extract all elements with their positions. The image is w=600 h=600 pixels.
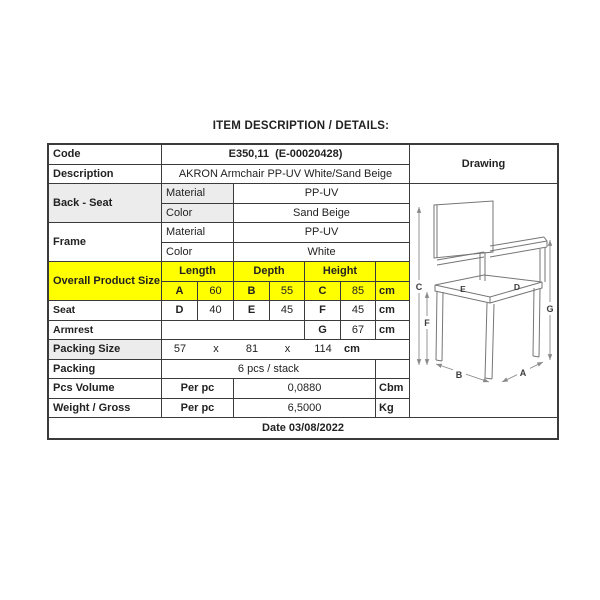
dim-c-value: 85	[341, 282, 376, 302]
back-seat-material-label: Material	[162, 184, 234, 204]
armrest-empty	[162, 321, 305, 341]
armchair-drawing	[410, 192, 557, 407]
page-title: ITEM DESCRIPTION / DETAILS:	[212, 120, 390, 132]
overall-unit: cm	[376, 282, 410, 302]
overall-size-label: Overall Product Size	[49, 262, 162, 301]
spec-table	[47, 143, 559, 440]
dim-label-f: F	[424, 318, 430, 328]
overall-unit-header-empty	[376, 262, 410, 282]
seat-unit: cm	[376, 301, 410, 321]
armrest-unit: cm	[376, 321, 410, 341]
packing-size-values	[162, 340, 410, 360]
frame-color-value: White	[234, 243, 410, 263]
dim-d-key: D	[162, 301, 198, 321]
dim-label-g: G	[546, 304, 554, 314]
dim-f-key: F	[305, 301, 341, 321]
pcs-volume-per-label: Per pc	[162, 379, 234, 399]
seat-label: Seat	[49, 301, 162, 321]
packing-size-v2: 81	[245, 343, 259, 356]
packing-size-x2: x	[284, 343, 291, 356]
packing-size-v1: 57	[173, 343, 187, 356]
dim-b-value: 55	[270, 282, 305, 302]
dim-label-c: C	[415, 282, 423, 292]
code-value: E350,11 (E-00020428)	[162, 145, 410, 165]
dim-a-key: A	[162, 282, 198, 302]
armrest-label: Armrest	[49, 321, 162, 341]
drawing-label: Drawing	[461, 158, 506, 170]
dimension-lines	[419, 207, 550, 382]
back-seat-material-value: PP-UV	[234, 184, 410, 204]
frame-color-label: Color	[162, 243, 234, 263]
weight-label: Weight / Gross	[49, 399, 162, 419]
pcs-volume-label: Pcs Volume	[49, 379, 162, 399]
dim-c-key: C	[305, 282, 341, 302]
packing-size-v3: 114	[314, 343, 332, 356]
dim-label-a: A	[519, 368, 527, 378]
weight-unit: Kg	[376, 399, 410, 419]
packing-label: Packing	[49, 360, 162, 380]
frame-material-label: Material	[162, 223, 234, 243]
drawing-cell	[410, 184, 557, 418]
weight-per-label: Per pc	[162, 399, 234, 419]
chair-outline	[434, 201, 547, 379]
dim-a-value: 60	[198, 282, 234, 302]
packing-value: 6 pcs / stack	[162, 360, 376, 380]
dim-d-value: 40	[198, 301, 234, 321]
packing-unit-empty	[376, 360, 410, 380]
frame-material-value: PP-UV	[234, 223, 410, 243]
weight-value: 6,5000	[234, 399, 376, 419]
packing-size-spacer	[376, 340, 409, 359]
code-label: Code	[49, 145, 162, 165]
drawing-header-cell	[410, 145, 557, 184]
length-header: Length	[162, 262, 234, 282]
dim-label-d: D	[513, 282, 521, 292]
dim-label-b: B	[455, 370, 463, 380]
dim-e-key: E	[234, 301, 270, 321]
back-seat-color-value: Sand Beige	[234, 204, 410, 224]
packing-size-unit: cm	[344, 343, 360, 356]
dim-label-e: E	[460, 284, 466, 294]
dim-b-key: B	[234, 282, 270, 302]
packing-size-x1: x	[213, 343, 219, 356]
back-seat-color-label: Color	[162, 204, 234, 224]
back-seat-label: Back - Seat	[49, 184, 162, 223]
frame-label: Frame	[49, 223, 162, 262]
pcs-volume-value: 0,0880	[234, 379, 376, 399]
height-header: Height	[305, 262, 376, 282]
date-row: Date 03/08/2022	[262, 421, 344, 434]
description-value: AKRON Armchair PP-UV White/Sand Beige	[162, 165, 410, 185]
packing-size-label: Packing Size	[49, 340, 162, 360]
description-label: Description	[49, 165, 162, 185]
depth-header: Depth	[234, 262, 305, 282]
dim-e-value: 45	[270, 301, 305, 321]
dim-g-value: 67	[341, 321, 376, 341]
dim-f-value: 45	[341, 301, 376, 321]
dim-g-key: G	[305, 321, 341, 341]
pcs-volume-unit: Cbm	[376, 379, 410, 399]
